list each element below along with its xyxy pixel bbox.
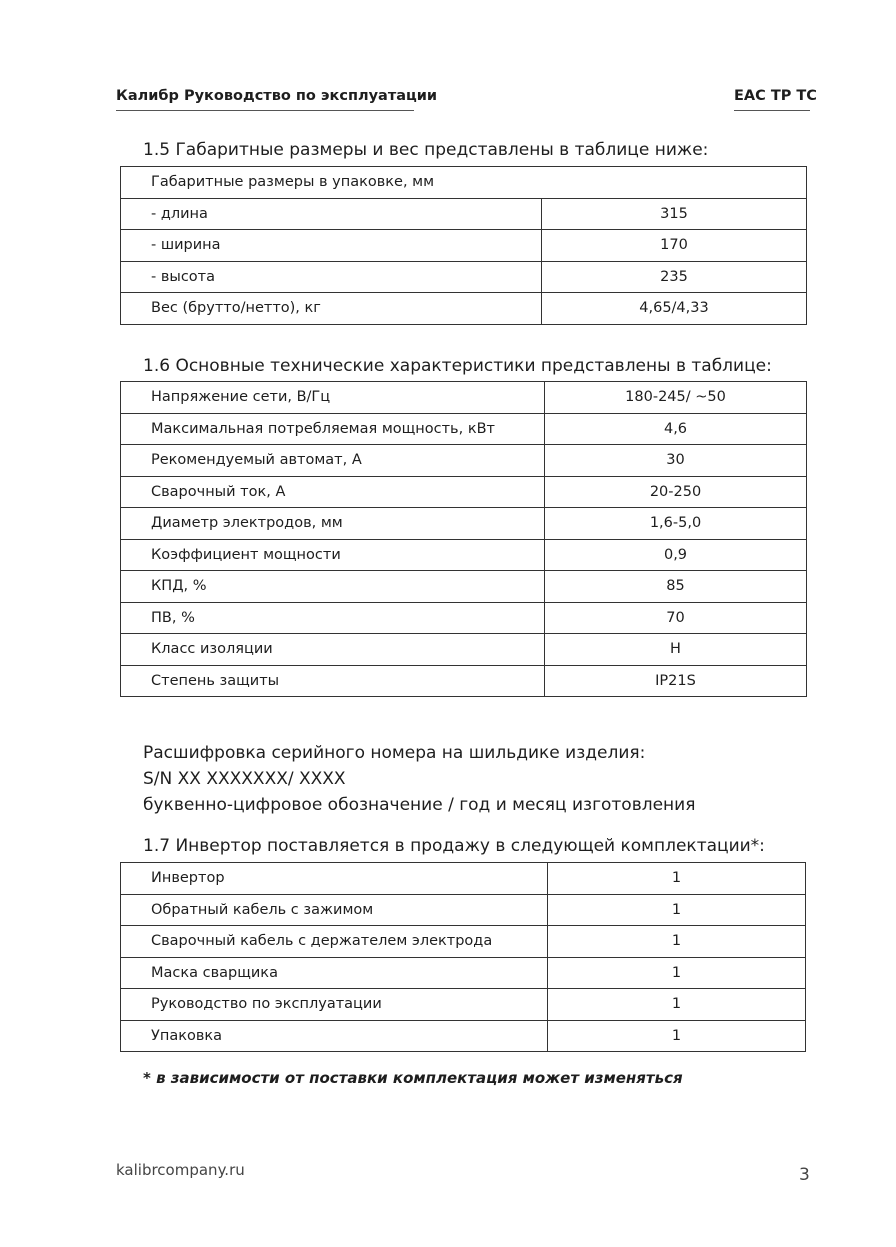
row-value: 70 <box>545 602 807 634</box>
row-value: 4,6 <box>545 413 807 445</box>
table-row <box>121 261 807 293</box>
specs-table <box>120 381 807 697</box>
row-value: 170 <box>542 230 807 262</box>
table-row <box>121 926 806 958</box>
row-label: Напряжение сети, В/Гц <box>121 382 545 414</box>
row-value: 1 <box>548 957 806 989</box>
row-value: 30 <box>545 445 807 477</box>
table-row <box>121 476 807 508</box>
footer-website: kalibrcompany.ru <box>116 1161 245 1179</box>
row-value: 1 <box>548 926 806 958</box>
table-row <box>121 1020 806 1052</box>
table-row <box>121 571 807 603</box>
row-label: Сварочный ток, А <box>121 476 545 508</box>
row-label: - длина <box>121 198 542 230</box>
row-value: 4,65/4,33 <box>542 293 807 325</box>
table-row <box>121 293 807 325</box>
package-contents-table <box>120 862 806 1052</box>
row-label: Маска сварщика <box>121 957 548 989</box>
row-value: 1 <box>548 1020 806 1052</box>
row-label: - высота <box>121 261 542 293</box>
table-row <box>121 539 807 571</box>
row-label: Степень защиты <box>121 665 545 697</box>
row-value: 20-250 <box>545 476 807 508</box>
row-value: 235 <box>542 261 807 293</box>
table-caption: Габаритные размеры в упаковке, мм <box>121 167 807 199</box>
row-value: 85 <box>545 571 807 603</box>
row-value: 1 <box>548 894 806 926</box>
table-row <box>121 230 807 262</box>
row-label: Максимальная потребляемая мощность, кВт <box>121 413 545 445</box>
serial-description: буквенно-цифровое обозначение / год и месяц изготовления <box>143 795 696 815</box>
section-1-7-heading: 1.7 Инвертор поставляется в продажу в следующей комплектации*: <box>143 836 765 856</box>
section-1-6-heading: 1.6 Основные технические характеристики представлены в таблице: <box>143 356 772 376</box>
row-label: Диаметр электродов, мм <box>121 508 545 540</box>
row-value: 315 <box>542 198 807 230</box>
table-row <box>121 167 807 199</box>
table-row <box>121 198 807 230</box>
row-label: Руководство по эксплуатации <box>121 989 548 1021</box>
serial-format: S/N XX XXXXXXX/ XXXX <box>143 769 346 789</box>
serial-number-legend <box>143 740 695 818</box>
section-1-5-heading: 1.5 Габаритные размеры и вес представлены в таблице ниже: <box>143 140 709 160</box>
row-label: Инвертор <box>121 863 548 895</box>
row-label: КПД, % <box>121 571 545 603</box>
table-row <box>121 634 807 666</box>
table-row <box>121 894 806 926</box>
table-row <box>121 989 806 1021</box>
row-label: Сварочный кабель с держателем электрода <box>121 926 548 958</box>
row-value: 0,9 <box>545 539 807 571</box>
row-label: Обратный кабель с зажимом <box>121 894 548 926</box>
row-label: Упаковка <box>121 1020 548 1052</box>
serial-title: Расшифровка серийного номера на шильдике изделия: <box>143 743 646 763</box>
row-value: 1 <box>548 863 806 895</box>
row-label: Коэффициент мощности <box>121 539 545 571</box>
row-value: IP21S <box>545 665 807 697</box>
table-row <box>121 382 807 414</box>
table-row <box>121 413 807 445</box>
page-number: 3 <box>799 1165 810 1185</box>
dimensions-table <box>120 166 807 325</box>
row-label: Рекомендуемый автомат, А <box>121 445 545 477</box>
row-label: ПВ, % <box>121 602 545 634</box>
table-row <box>121 602 807 634</box>
row-label: Класс изоляции <box>121 634 545 666</box>
document-title: Калибр Руководство по эксплуатации <box>116 88 414 111</box>
table-row <box>121 445 807 477</box>
table-row <box>121 508 807 540</box>
row-value: H <box>545 634 807 666</box>
table-row <box>121 665 807 697</box>
footnote: * в зависимости от поставки комплектация может изменяться <box>143 1069 683 1087</box>
row-value: 1 <box>548 989 806 1021</box>
row-label: Вес (брутто/нетто), кг <box>121 293 542 325</box>
certification-mark: ЕАС ТР ТС <box>734 88 810 111</box>
row-value: 1,6-5,0 <box>545 508 807 540</box>
table-row <box>121 957 806 989</box>
table-row <box>121 863 806 895</box>
row-label: - ширина <box>121 230 542 262</box>
row-value: 180-245/ ~50 <box>545 382 807 414</box>
